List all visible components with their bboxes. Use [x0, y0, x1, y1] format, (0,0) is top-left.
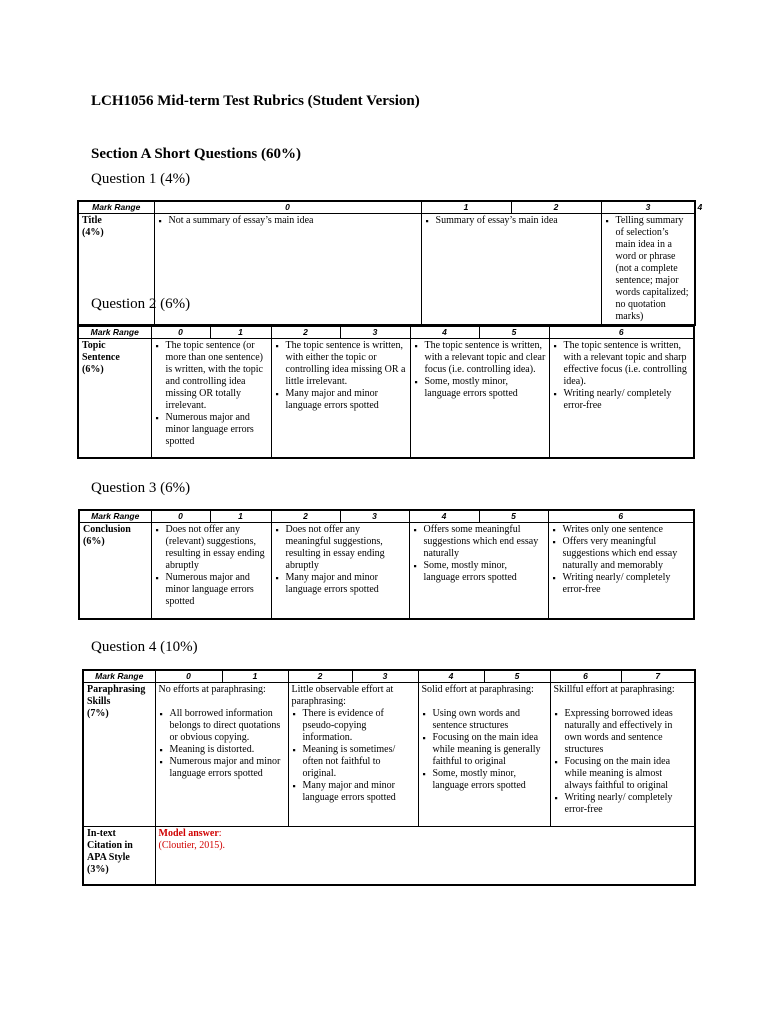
score-header: 5 — [484, 670, 550, 683]
question-1-rubric-table: Mark Range 0 1 2 3 4 Title (4%) ▪ Not a summary of essay’s main idea ▪ Summary of essay’s main idea ▪ Telling summary of selection’s main idea in a word or phrase (not a complete sentence; major words capitalized; no quotation marks) — [77, 200, 696, 326]
criterion-in-text-citation: In-text Citation in APA Style (3%) — [83, 827, 155, 885]
score-header: 2 — [271, 510, 340, 523]
score-header: 2 — [288, 670, 352, 683]
score-header: 0 — [151, 326, 210, 339]
score-header: 1 — [421, 201, 511, 214]
score-header: 3 — [340, 326, 410, 339]
criterion-title: Title (4%) — [78, 214, 154, 326]
band-score-3-4: ▪ Telling summary of selection’s main idea in a word or phrase (not a complete sentence; major words capitalized; no quotation marks) — [601, 214, 695, 326]
score-header: 6 — [550, 670, 621, 683]
criterion-paraphrasing-skills: Paraphrasing Skills (7%) — [83, 683, 155, 827]
band-score-2-3: ▪ Does not offer any meaningful suggestions, resulting in essay ending abruptly ▪ Many major and minor language errors spotted — [271, 523, 409, 619]
mark-range-header: Mark Range — [78, 326, 151, 339]
band-score-4-5: ▪ The topic sentence is written, with a relevant topic and clear focus (i.e. controlling idea). ▪ Some, mostly minor, language errors spotted — [410, 339, 549, 458]
score-header: 6 — [548, 510, 694, 523]
model-answer-text: (Cloutier, 2015). — [158, 840, 226, 851]
question-1-heading: Question 1 (4%) — [91, 171, 191, 187]
score-header: 6 — [549, 326, 694, 339]
band-score-0-1: ▪ The topic sentence (or more than one sentence) is written, with the topic and controlling idea missing OR totally irrelevant. ▪ Numerous major and minor language errors spotted — [151, 339, 271, 458]
question-4-rubric-table — [82, 669, 696, 886]
document-title: LCH1056 Mid-term Test Rubrics (Student Version) — [91, 93, 420, 109]
mark-range-header: Mark Range — [79, 510, 151, 523]
band-score-4-5: ▪ Offers some meaningful suggestions which end essay naturally ▪ Some, mostly minor, language errors spotted — [409, 523, 548, 619]
score-header: 1 — [222, 670, 288, 683]
question-2-rubric-table — [77, 325, 695, 459]
score-header: 4 — [409, 510, 479, 523]
criterion-conclusion: Conclusion (6%) — [79, 523, 151, 619]
criterion-topic-sentence: Topic Sentence (6%) — [78, 339, 151, 458]
score-header: 0 — [155, 670, 222, 683]
band-score-2-3: Little observable effort at paraphrasing: ▪ There is evidence of pseudo-copying information. ▪ Meaning is sometimes/ often not faithful to original. ▪ Many major and minor language errors spotted — [288, 683, 418, 827]
question-4-heading: Question 4 (10%) — [91, 639, 198, 655]
section-heading: Section A Short Questions (60%) — [91, 146, 302, 162]
score-header: 3 — [340, 510, 409, 523]
mark-range-header: Mark Range — [83, 670, 155, 683]
score-header: 1 — [210, 326, 271, 339]
band-score-6: ▪ Writes only one sentence ▪ Offers very meaningful suggestions which end essay naturally and memorably ▪ Writing nearly/ completely error-free — [548, 523, 694, 619]
score-header: 1 — [210, 510, 271, 523]
score-header: 0 — [151, 510, 210, 523]
model-answer-cell: Model answer: (Cloutier, 2015). — [155, 827, 695, 885]
band-score-4-5: Solid effort at paraphrasing: ▪ Using own words and sentence structures ▪ Focusing on the main idea while meaning is generally faithful to original ▪ Some, mostly minor, language errors spotted — [418, 683, 550, 827]
score-header: 3 — [352, 670, 418, 683]
band-score-0-1: No efforts at paraphrasing: ▪ All borrowed information belongs to direct quotations or obvious copying. ▪ Meaning is distorted. ▪ Numerous major and minor language errors spotted — [155, 683, 288, 827]
score-header: 7 — [621, 670, 695, 683]
score-header: 5 — [479, 510, 548, 523]
band-score-6: ▪ The topic sentence is written, with a relevant topic and sharp effective focus (i.e. controlling idea). ▪ Writing nearly/ completely error-free — [549, 339, 694, 458]
score-header: 0 — [154, 201, 421, 214]
band-score-0-1: ▪ Does not offer any (relevant) suggestions, resulting in essay ending abruptly ▪ Numerous major and minor language errors spotted — [151, 523, 271, 619]
mark-range-header: Mark Range — [78, 201, 154, 214]
score-header: 4 — [418, 670, 484, 683]
band-score-0: ▪ Not a summary of essay’s main idea — [154, 214, 421, 326]
band-score-6-7: Skillful effort at paraphrasing: ▪ Expressing borrowed ideas naturally and effectively in own words and sentence structures ▪ Focusing on the main idea while meaning is almost always faithful to original ▪ Writing nearly/ completely error-free — [550, 683, 695, 827]
band-score-2-3: ▪ The topic sentence is written, with either the topic or controlling idea missing OR a little irrelevant. ▪ Many major and minor language errors spotted — [271, 339, 410, 458]
score-header: 5 — [479, 326, 549, 339]
score-header: 3 — [601, 201, 695, 214]
question-3-rubric-table — [78, 509, 695, 620]
score-header: 2 — [271, 326, 340, 339]
question-3-heading: Question 3 (6%) — [91, 480, 191, 496]
score-header: 2 — [511, 201, 601, 214]
band-score-1-2: ▪ Summary of essay’s main idea — [421, 214, 601, 326]
question-2-heading: Question 2 (6%) — [91, 296, 191, 312]
model-answer-label: Model answer — [158, 828, 219, 839]
score-header: 4 — [410, 326, 479, 339]
